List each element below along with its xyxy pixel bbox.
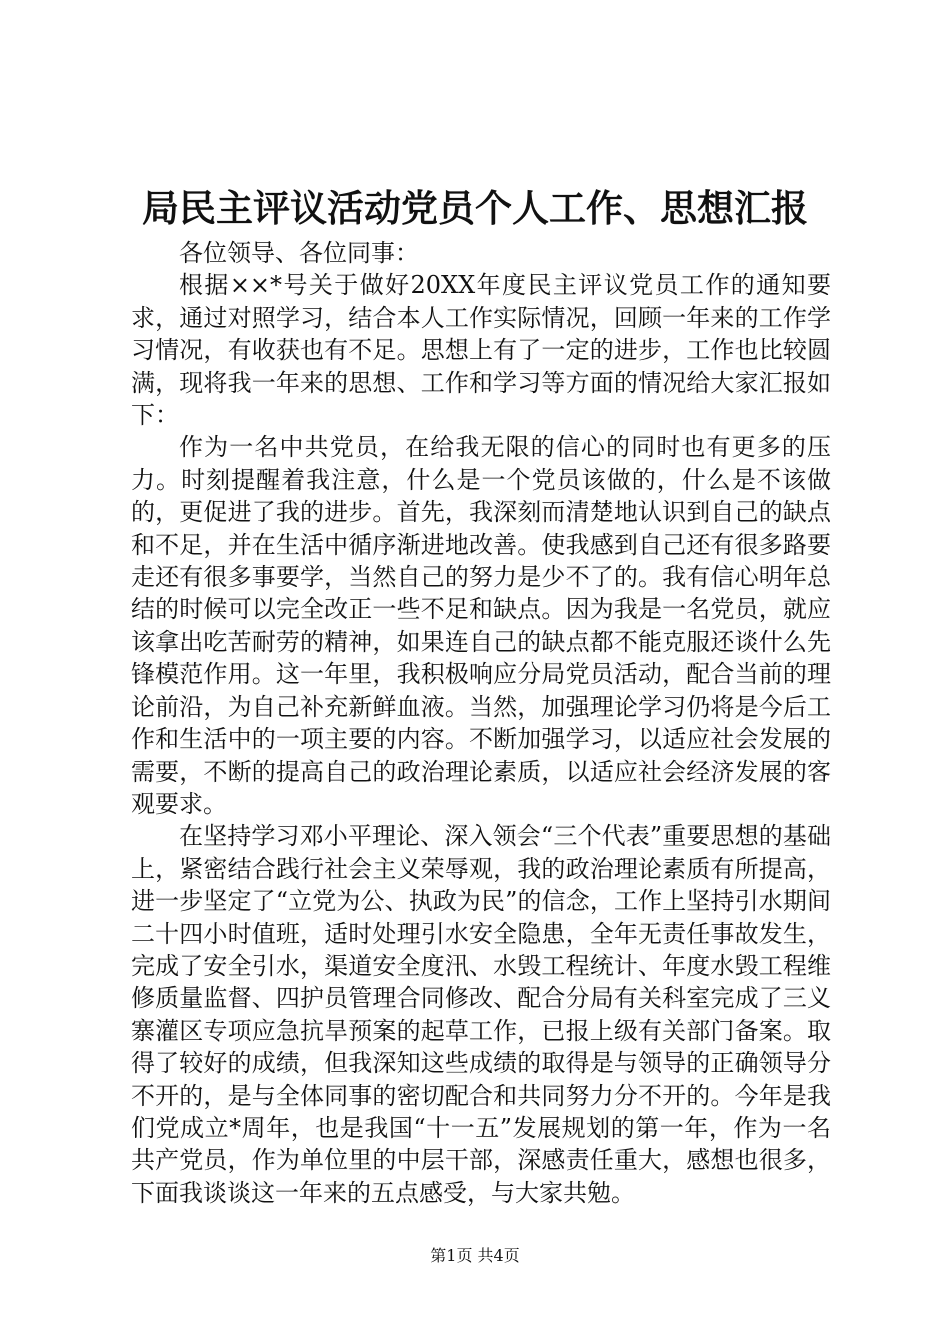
page-footer: 第1页 共4页 [430,1246,520,1265]
document-body [131,237,831,1209]
paragraph-work-achievements: 在坚持学习邓小平理论、深入领会“三个代表”重要思想的基础上，紧密结合践行社会主义荣辱观，我的政治理论素质有所提高，进一步坚定了“立党为公、执政为民”的信念，工作上坚持引水期间二十四小时值班，适时处理引水安全隐患，全年无责任事故发生，完成了安全引水，渠道安全度汛、水毁工程统计、年度水毁工程维修质量监督、四护员管理合同修改、配合分局有关科室完成了三义寨灌区专项应急抗旱预案的起草工作，已报上级有关部门备案。取得了较好的成绩，但我深知这些成绩的取得是与领导的正确领导分不开的，是与全体同事的密切配合和共同努力分不开的。今年是我们党成立*周年，也是我国“十一五”发展规划的第一年，作为一名共产党员，作为单位里的中层干部，深感责任重大，感想也很多，下面我谈谈这一年来的五点感受，与大家共勉。 [131,822,831,1207]
document-title: 局民主评议活动党员个人工作、思想汇报 [142,186,808,230]
paragraph-party-member: 作为一名中共党员，在给我无限的信心的同时也有更多的压力。时刻提醒着我注意，什么是一个党员该做的，什么是不该做的，更促进了我的进步。首先，我深刻而清楚地认识到自己的缺点和不足，并在生活中循序渐进地改善。使我感到自己还有很多路要走还有很多事要学，当然自己的努力是少不了的。我有信心明年总结的时候可以完全改正一些不足和缺点。因为我是一名党员，就应该拿出吃苦耐劳的精神，如果连自己的缺点都不能克服还谈什么先锋模范作用。这一年里，我积极响应分局党员活动，配合当前的理论前沿，为自己补充新鲜血液。当然，加强理论学习仍将是今后工作和生活中的一项主要的内容。不断加强学习，以适应社会发展的需要，不断的提高自己的政治理论素质，以适应社会经济发展的客观要求。 [131,433,831,818]
paragraph-intro: 根据××*号关于做好20XX年度民主评议党员工作的通知要求，通过对照学习，结合本人工作实际情况，回顾一年来的工作学习情况，有收获也有不足。思想上有了一定的进步，工作也比较圆满，现将我一年来的思想、工作和学习等方面的情况给大家汇报如下： [131,271,831,430]
salutation: 各位领导、各位同事： [179,239,419,267]
